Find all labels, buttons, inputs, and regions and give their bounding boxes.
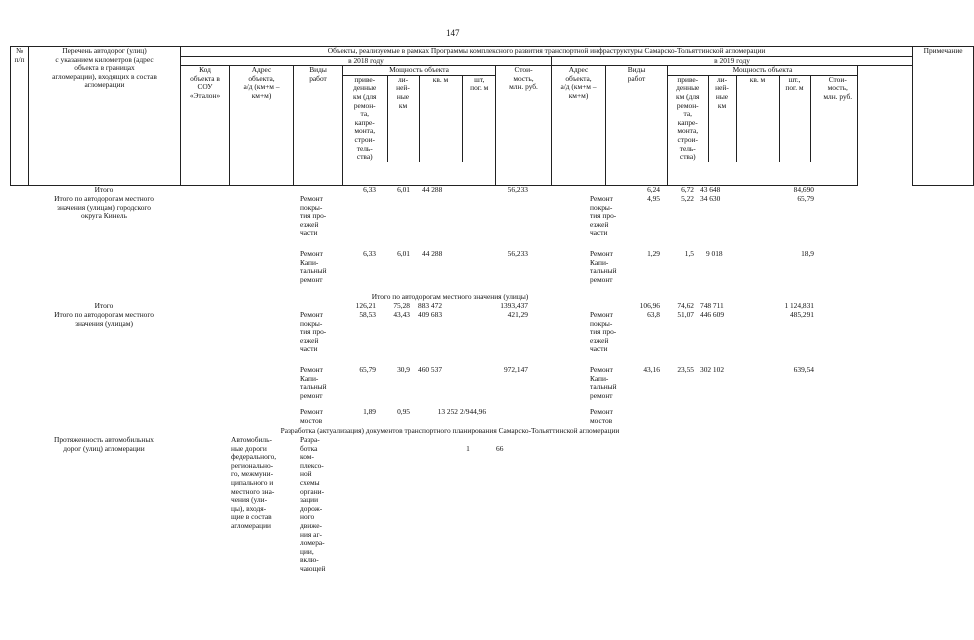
capacity-subtable	[343, 76, 496, 162]
col-pieces: шт, пог. м	[470, 74, 489, 93]
row-length-address: Автомобиль- ные дороги федерального, регионально- го, межмуни- ципального и местного зна- чения (ули- цы), входя- щие в состав агломерации	[231, 435, 277, 530]
row-local-roads-linear: 43,43	[393, 310, 410, 319]
row-total-2-cost-2019: 1 124,831	[784, 301, 814, 310]
row-local-roads-reduced: 58,53	[359, 310, 376, 319]
row-total-1-sqm: 44 288	[422, 185, 443, 194]
row-length-name: Протяженность автомобильных дорог (улиц) агломерации	[53, 435, 154, 453]
row-total-2-linear-2019: 74,62	[677, 301, 694, 310]
col-capacity: Мощность объекта	[343, 66, 495, 76]
row-local-capital-reduced: 65,79	[359, 365, 376, 374]
col-works-2019: Виды работ	[606, 66, 668, 186]
row-local-roads-linear-2019: 51,07	[677, 310, 694, 319]
row-local-roads-sqm-2019: 446 609	[700, 310, 725, 319]
row-local-roads-name: Итого по автодорогам местного значения (улицам)	[54, 310, 154, 328]
col-address: Адрес объекта, а/д (км+м – км+м)	[230, 66, 294, 186]
capacity-2019-subtable	[668, 76, 865, 162]
row-local-capital-sqm-2019: 302 102	[700, 365, 725, 374]
col-address-2019: Адрес объекта, а/д (км+м – км+м)	[552, 66, 606, 186]
row-bridges-sqm: 13 252	[437, 407, 458, 416]
row-kinel-capital-linear-2019: 1,5	[684, 249, 694, 258]
col-number: № п/п	[11, 47, 29, 186]
col-sqm-2019: кв. м	[736, 76, 779, 162]
row-total-1-reduced: 6,33	[363, 185, 376, 194]
row-length-works: Разра- ботка ком- плексо- ной схемы органи- зации дорож- ного движе- ния аг- ломера- ции, вклю- чающей	[300, 435, 326, 573]
row-local-capital-works: Ремонт Капи- тальный ремонт	[300, 365, 327, 400]
row-local-capital-cost: 972,147	[503, 365, 528, 374]
col-capacity-2019-group	[668, 66, 858, 186]
row-bridges-pieces: 2/944,96	[460, 407, 487, 416]
row-kinel-works: Ремонт покры- тия про- езжей части	[300, 194, 327, 238]
col-capacity-group	[343, 66, 496, 186]
row-kinel-cost-2019: 65,79	[797, 194, 814, 203]
row-total-2-linear: 75,28	[393, 301, 410, 310]
row-length-pieces: 1	[466, 444, 470, 453]
row-total-2-name: Итого	[94, 301, 114, 310]
row-bridges-linear: 0,95	[397, 407, 410, 416]
col-reduced-km-2019: приве- денные км (для ремон- та, капре- монта, строи- тель- ства)	[668, 76, 708, 162]
row-kinel-linear-2019: 5,22	[681, 194, 694, 203]
row-local-capital-linear: 30,9	[397, 365, 410, 374]
row-local-capital-cost-2019: 639,54	[793, 365, 814, 374]
row-kinel-capital-sqm-2019: 9 018	[706, 249, 723, 258]
row-local-roads-works: Ремонт покры- тия про- езжей части	[300, 310, 327, 354]
row-kinel-capital-cost-2019: 18,9	[801, 249, 814, 258]
row-local-capital-sqm: 460 537	[418, 365, 443, 374]
row-total-2-sqm: 883 472	[418, 301, 443, 310]
row-kinel-capital-cost: 56,233	[507, 249, 528, 258]
row-local-roads-cost: 421,29	[507, 310, 528, 319]
row-kinel-capital-linear: 6,01	[397, 249, 410, 258]
row-local-roads-cost-2019: 485,291	[789, 310, 814, 319]
col-roads: Перечень автодорог (улиц) с указанием километров (адрес объекта в границах агломерации), входящих в состав агломерации	[29, 47, 181, 186]
row-local-roads-sqm: 409 683	[418, 310, 443, 319]
col-linear-km: ли- ней- ные км	[387, 76, 419, 162]
row-kinel-capital-sqm: 44 288	[422, 249, 443, 258]
row-bridges-works: Ремонт мостов	[300, 407, 323, 425]
col-cost-2019: Стои- мость, млн. руб.	[823, 74, 853, 101]
row-local-capital-works-2019: Ремонт Капи- тальный ремонт	[590, 365, 617, 400]
page-number: 147	[446, 28, 460, 38]
row-kinel-capital-works-2019: Ремонт Капи- тальный ремонт	[590, 249, 617, 284]
row-total-1-cost-2019: 84,690	[793, 185, 814, 194]
row-kinel-name: Итого по автодорогам местного значения (улицам) городского округа Кинель	[54, 194, 154, 221]
header-table	[10, 46, 974, 186]
col-year-2019: в 2019 году	[552, 56, 913, 66]
row-local-roads-reduced-2019: 63,8	[647, 310, 660, 319]
col-cost: Стои- мость, млн. руб.	[496, 66, 552, 186]
row-total-2-sqm-2019: 748 711	[700, 301, 724, 310]
row-total-1-name: Итого	[94, 185, 114, 194]
col-works: Виды работ	[294, 66, 343, 186]
row-kinel-works-2019: Ремонт покры- тия про- езжей части	[590, 194, 617, 238]
col-pieces-2019: шт., пог. м	[779, 76, 810, 162]
row-local-capital-reduced-2019: 43,16	[643, 365, 660, 374]
row-total-2-cost: 1393,437	[500, 301, 528, 310]
row-kinel-capital-reduced: 6,33	[363, 249, 376, 258]
row-local-capital-linear-2019: 23,55	[677, 365, 694, 374]
row-kinel-reduced-2019: 4,95	[647, 194, 660, 203]
row-total-1-linear-2019: 6,72	[681, 185, 694, 194]
col-note: Примечание	[913, 47, 974, 186]
section-planning-docs: Разработка (актуализация) документов транспортного планирования Самарско-Тольяттинской агломерации	[280, 426, 620, 435]
row-total-1-cost: 56,233	[507, 185, 528, 194]
row-length-cost: 66	[496, 444, 504, 453]
col-reduced-km: приве- денные км (для ремон- та, капре- монта, строи- тель- ства)	[343, 76, 387, 162]
row-total-1-reduced-2019: 6,24	[647, 185, 660, 194]
row-total-2-reduced-2019: 106,96	[639, 301, 660, 310]
row-total-1-linear: 6,01	[397, 185, 410, 194]
col-sqm: кв. м	[419, 76, 462, 162]
section-local-roads: Итого по автодорогам местного значения (улицы)	[371, 292, 529, 301]
row-kinel-capital-works: Ремонт Капи- тальный ремонт	[300, 249, 327, 284]
row-local-roads-works-2019: Ремонт покры- тия про- езжей части	[590, 310, 617, 354]
col-capacity-2019: Мощность объекта	[668, 66, 857, 76]
row-bridges-reduced: 1,89	[363, 407, 376, 416]
row-kinel-capital-reduced-2019: 1,29	[647, 249, 660, 258]
row-bridges-works-2019: Ремонт мостов	[590, 407, 613, 425]
row-total-1-sqm-2019: 43 648	[700, 185, 721, 194]
row-total-2-reduced: 126,21	[355, 301, 376, 310]
row-kinel-sqm-2019: 34 630	[700, 194, 721, 203]
col-year-2018: в 2018 году	[181, 56, 552, 66]
col-linear-km-2019: ли- ней- ные км	[708, 76, 736, 162]
col-code: Код объекта в СОУ «Эталон»	[181, 66, 230, 186]
col-program: Объекты, реализуемые в рамках Программы комплексного развития транспортной инфраструктуры Самарско-Тольяттинской агломерации	[181, 47, 913, 57]
